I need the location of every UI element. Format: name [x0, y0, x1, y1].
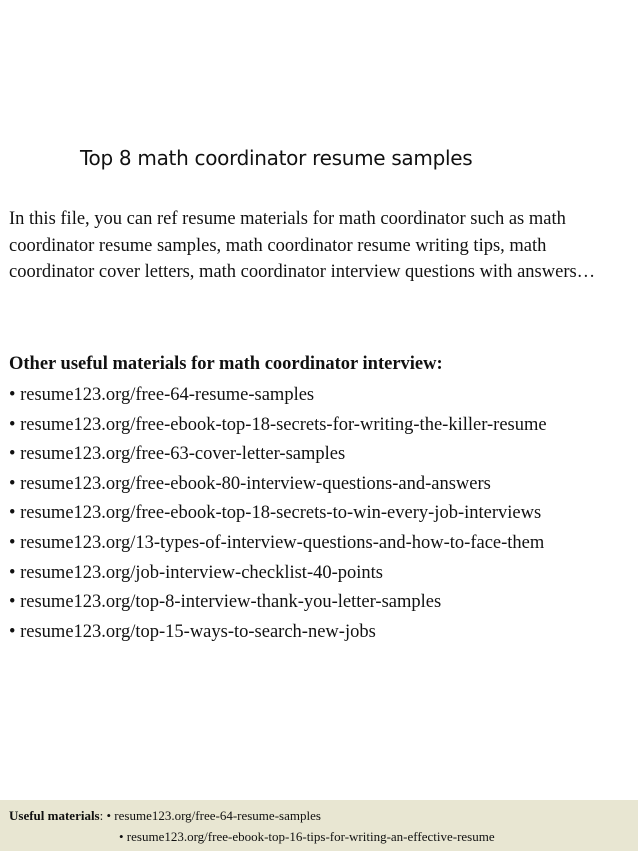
list-item[interactable]: • resume123.org/free-ebook-top-18-secrets-to-win-every-job-interviews	[9, 503, 542, 524]
list-item[interactable]: • resume123.org/free-ebook-top-18-secrets-for-writing-the-killer-resume	[9, 414, 547, 435]
footer-row	[9, 806, 321, 826]
materials-list	[9, 381, 638, 647]
footer-link[interactable]: • resume123.org/free-64-resume-samples	[106, 808, 321, 823]
list-item[interactable]: • resume123.org/free-63-cover-letter-samples	[9, 444, 346, 465]
intro-paragraph: In this file, you can ref resume materials for math coordinator such as math coordinator resume samples, math coordinator resume writing tips, math coordinator cover letters, math coordinator interview questions with answers…	[9, 209, 596, 282]
footer-label: Useful materials	[9, 808, 100, 823]
materials-heading: Other useful materials for math coordinator interview:	[9, 354, 443, 374]
list-item[interactable]: • resume123.org/free-64-resume-samples	[9, 385, 315, 405]
list-item[interactable]: • resume123.org/free-ebook-80-interview-questions-and-answers	[9, 473, 491, 494]
footer-separator: :	[99, 808, 107, 823]
list-item[interactable]: • resume123.org/job-interview-checklist-40-points	[9, 562, 383, 583]
footer-bar	[0, 800, 638, 851]
list-item[interactable]: • resume123.org/top-8-interview-thank-you-letter-samples	[9, 592, 442, 613]
footer-link[interactable]: • resume123.org/free-ebook-top-16-tips-for-writing-an-effective-resume	[119, 829, 495, 844]
list-item[interactable]: • resume123.org/13-types-of-interview-questions-and-how-to-face-them	[9, 532, 545, 553]
page-title: Top 8 math coordinator resume samples	[80, 146, 473, 170]
footer-row	[119, 827, 495, 847]
list-item[interactable]: • resume123.org/top-15-ways-to-search-new-jobs	[9, 621, 376, 642]
